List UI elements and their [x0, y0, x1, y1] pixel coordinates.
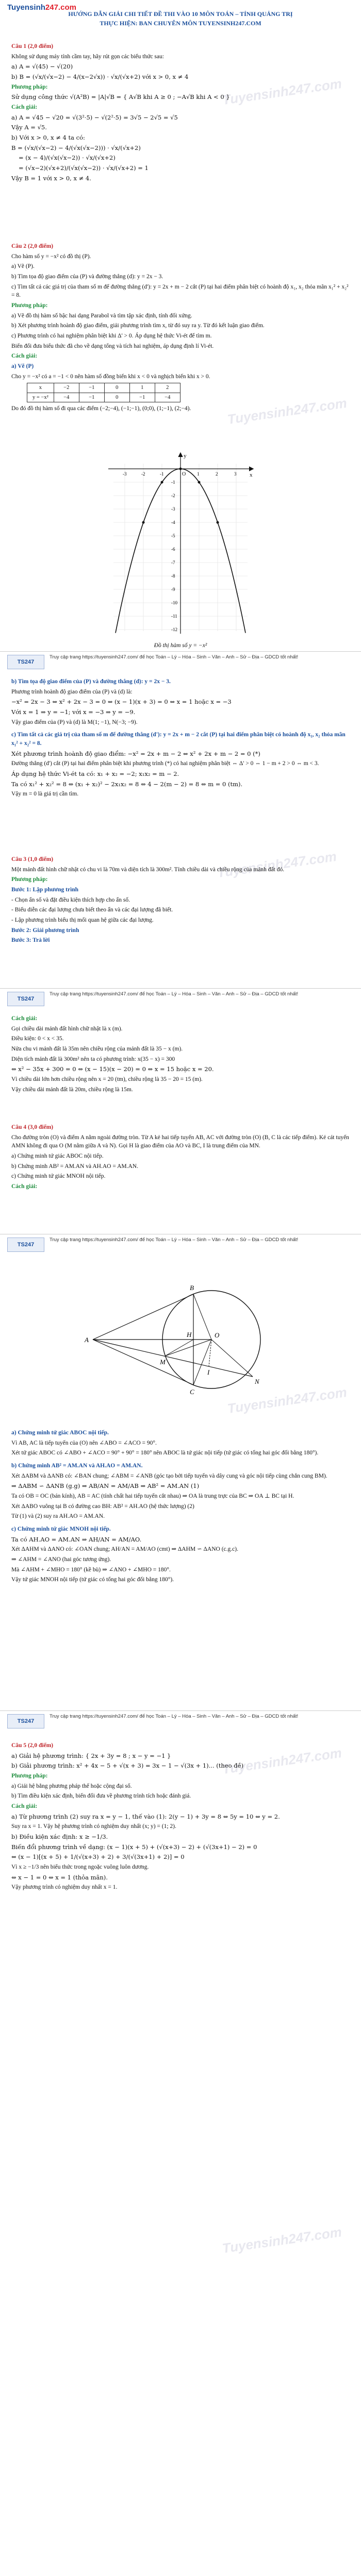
- segment-oi: [209, 1340, 211, 1366]
- sol-line: Vậy chiều dài mảnh đất là 20m, chiều rộng là 15m.: [11, 1086, 133, 1093]
- question-intro: Cho đường tròn (O) và điểm A nằm ngoài đường tròn. Từ A kẻ hai tiếp tuyến AB, AC với đường tròn (O) (B, C là các tiếp điểm). Kẻ cát tuyến AMN không đi qua O (M nằm giữa A và N). Gọi H là giao điểm của AO và BC, I là trung điểm của MN.: [11, 1134, 349, 1149]
- sol-line: b) Điều kiện xác định: x ≥ −1/3.: [11, 1833, 108, 1841]
- part-b: b) Chứng minh AB² = AM.AN và AH.AO = AM.AN.: [11, 1163, 138, 1170]
- method-text: b) Xét phương trình hoành độ giao điểm, giải phương trình tìm x, từ đó suy ra y. Từ đó kết luận giao điểm.: [11, 323, 265, 329]
- sol-line: a) Từ phương trình (2) suy ra x = y − 1, thế vào (1): 2(y − 1) + 3y = 8 ⇔ 5y = 10 ⇔ y = 2.: [11, 1812, 280, 1820]
- y-tick-label: -1: [171, 480, 175, 485]
- x-tick-label: 1: [197, 471, 200, 477]
- document-title: [0, 9, 361, 28]
- x-tick-label: -2: [141, 471, 145, 477]
- watermark: Tuyensinh247.com: [226, 1384, 348, 1417]
- plot-point: [142, 521, 145, 524]
- method-text: - Lập phương trình biểu thị mối quan hệ giữa các đại lượng.: [11, 917, 154, 924]
- label-h: H: [187, 1331, 192, 1338]
- solution-label: Cách giải:: [11, 353, 38, 360]
- x-axis-label: x: [250, 472, 253, 478]
- x-tick-label: -3: [123, 471, 127, 477]
- table-cell: 0: [104, 383, 129, 393]
- method-label: Phương pháp:: [11, 302, 48, 309]
- x-tick-label: 2: [216, 471, 218, 477]
- sol-line: ⇔ x² − 35x + 300 = 0 ⇔ (x − 15)(x − 20) = 0 ⇔ x = 15 hoặc x = 20.: [11, 1065, 214, 1073]
- sol-heading: a) Chứng minh tứ giác ABOC nội tiếp.: [11, 1430, 109, 1436]
- method-text: b) Tìm điều kiện xác định, biến đổi đưa về phương trình tích hoặc đánh giá.: [11, 1793, 191, 1800]
- method-text: Bước 2: Giải phương trình: [11, 927, 79, 934]
- y-tick-label: -6: [171, 547, 175, 552]
- sol-line: Áp dụng hệ thức Vi-ét ta có: x₁ + x₂ = −2; x₁x₂ = m − 2.: [11, 770, 179, 778]
- question-4-solution: [11, 1427, 350, 1586]
- y-tick-label: -3: [171, 506, 175, 512]
- question-heading: Câu 4 (3,0 điểm): [11, 1124, 54, 1130]
- solution-label: Cách giải:: [11, 1015, 38, 1022]
- table-cell: y = −x²: [27, 393, 54, 402]
- watermark: Tuyensinh247.com: [221, 1744, 343, 1777]
- banner-logo: TS247: [7, 1714, 44, 1728]
- table-row: [27, 393, 180, 402]
- part-b: b) Giải phương trình: x² + 4x − 5 + √(x + 3) = 3x − 1 − √(3x + 1)... (theo đề): [11, 1762, 244, 1770]
- label-b: B: [190, 1284, 194, 1292]
- table-cell: 0: [104, 393, 129, 402]
- sol-line: Vậy m = 0 là giá trị cần tìm.: [11, 791, 79, 798]
- sol-line: Phương trình hoành độ giao điểm của (P) và (d) là:: [11, 688, 133, 695]
- sol-line: −x² = 2x − 3 ⇔ x² + 2x − 3 = 0 ⇔ (x − 1)(x + 3) = 0 ⇔ x = 1 hoặc x = −3: [11, 698, 232, 706]
- question-heading: Câu 2 (2,0 điểm): [11, 243, 54, 249]
- method-text: - Chọn ẩn số và đặt điều kiện thích hợp cho ẩn số.: [11, 896, 130, 903]
- geometry-figure: [77, 1262, 284, 1417]
- method-text: Sử dụng công thức √(A²B) = |A|√B = { A√B khi A ≥ 0 ; −A√B khi A < 0 }: [11, 93, 230, 101]
- y-tick-label: -2: [171, 493, 175, 498]
- sol-line: Vậy tứ giác MNOH nội tiếp (tứ giác có tổng hai góc đối bằng 180°).: [11, 1577, 174, 1583]
- y-tick-label: -5: [171, 533, 175, 538]
- question-heading: Câu 1 (2,0 điểm): [11, 43, 54, 49]
- y-tick-label: -11: [171, 614, 177, 619]
- sol-line: Vậy phương trình có nghiệm duy nhất x = 1.: [11, 1884, 118, 1891]
- method-label: Phương pháp:: [11, 1773, 48, 1780]
- value-table: [27, 383, 180, 402]
- question-5: [11, 1741, 350, 1893]
- y-axis-label: y: [184, 453, 187, 459]
- method-text: Bước 3: Trả lời: [11, 937, 50, 944]
- label-c: C: [190, 1388, 194, 1396]
- watermark: Tuyensinh247.com: [221, 75, 343, 108]
- question-2: [11, 242, 350, 415]
- sol-line: Vì x ≥ −1/3 nên biểu thức trong ngoặc vuông luôn dương.: [11, 1864, 149, 1871]
- banner-text[interactable]: Truy cập trang https://tuyensinh247.com/ để học Toán – Lý – Hóa – Sinh – Văn – Anh – Sử – Địa – GDCD tốt nhất!: [50, 991, 299, 997]
- ad-banner[interactable]: [0, 1234, 361, 1254]
- question-4: [11, 1123, 350, 1193]
- label-a: A: [85, 1336, 89, 1344]
- sol-line: ⇒ ΔABM ∽ ΔANB (g.g) ⇒ AB/AN = AM/AB ⇒ AB² = AM.AN (1): [11, 1482, 200, 1490]
- expr-a: A = √(45) − √(20): [19, 63, 73, 71]
- y-tick-label: -12: [171, 627, 177, 632]
- sol-line: Gọi chiều dài mảnh đất hình chữ nhật là x (m).: [11, 1025, 123, 1032]
- part-c: c) Chứng minh tứ giác MNOH nội tiếp.: [11, 1173, 106, 1180]
- plot-point: [217, 521, 219, 524]
- tangent-ac: [93, 1340, 193, 1385]
- watermark: Tuyensinh247.com: [226, 395, 348, 428]
- banner-logo: TS247: [7, 1238, 44, 1252]
- method-text: a) Giải hệ bằng phương pháp thế hoặc cộng đại số.: [11, 1783, 132, 1789]
- table-cell: −1: [129, 393, 155, 402]
- ad-banner[interactable]: [0, 1710, 361, 1731]
- label-m: M: [160, 1358, 166, 1366]
- banner-logo: TS247: [7, 655, 44, 669]
- watermark: Tuyensinh247.com: [216, 848, 338, 881]
- sol-heading: b) Chứng minh AB² = AM.AN và AH.AO = AM.AN.: [11, 1463, 143, 1469]
- table-cell: 2: [155, 383, 180, 393]
- method-label: Phương pháp:: [11, 83, 48, 90]
- table-cell: −4: [54, 393, 79, 402]
- sol-line: Xét tứ giác ABOC có ∠ABO + ∠ACO = 90° + 90° = 180° nên ABOC là tứ giác nội tiếp (tứ giác có tổng hai góc đối bằng 180°).: [11, 1450, 319, 1456]
- table-cell: −2: [54, 383, 79, 393]
- question-2-cont: [11, 676, 350, 800]
- label-o: O: [215, 1331, 220, 1339]
- banner-text[interactable]: Truy cập trang https://tuyensinh247.com/ để học Toán – Lý – Hóa – Sinh – Văn – Anh – Sử – Địa – GDCD tốt nhất!: [50, 1237, 299, 1243]
- question-heading: Câu 3 (1,0 điểm): [11, 856, 54, 862]
- table-cell: −1: [79, 393, 104, 402]
- part-c: c) Tìm tất cả các giá trị của tham số m để đường thẳng (d'): y = 2x + m − 2 cắt (P) tại hai điểm phân biệt có hoành độ x₁, x₂ thỏa mãn x₁² + x₂² = 8.: [11, 283, 349, 299]
- sol-line: Biến đổi phương trình về dạng: (x − 1)(x + 5) + (√(x+3) − 2) + (√(3x+1) − 2) = 0: [11, 1843, 257, 1851]
- part-a: a) Giải hệ phương trình: { 2x + 3y = 8 ; x − y = −1 }: [11, 1752, 171, 1759]
- table-cell: −4: [155, 393, 180, 402]
- solution-label: Cách giải:: [11, 1183, 38, 1190]
- plot-point: [161, 481, 163, 484]
- banner-text[interactable]: Truy cập trang https://tuyensinh247.com/ để học Toán – Lý – Hóa – Sinh – Văn – Anh – Sử – Địa – GDCD tốt nhất!: [50, 654, 299, 660]
- sol-line: Điều kiện: 0 < x < 35.: [11, 1036, 64, 1042]
- plot-point: [179, 468, 182, 470]
- plot-point: [198, 481, 201, 484]
- sol-line: ⇔ x − 1 = 0 ⇔ x = 1 (thỏa mãn).: [11, 1873, 108, 1881]
- part-a: a) Vẽ (P).: [11, 263, 35, 270]
- page-header: [0, 0, 361, 41]
- sol-line: Cho y = −x² có a = −1 < 0 nên hàm số đồng biến khi x < 0 và nghịch biến khi x > 0.: [11, 373, 210, 380]
- sol-line: = (x − 4)/(√x(√x−2)) · √x/(√x+2): [19, 154, 116, 162]
- part-b: b) Tìm tọa độ giao điểm của (P) và đường thẳng (d): y = 2x − 3.: [11, 274, 163, 280]
- sol-line: Xét phương trình hoành độ giao điểm: −x² = 2x + m − 2 ⇔ x² + 2x + m − 2 = 0 (*): [11, 750, 260, 757]
- table-cell: −1: [79, 383, 104, 393]
- method-text: - Biểu diễn các đại lượng chưa biết theo ẩn và các đại lượng đã biết.: [11, 907, 173, 913]
- sol-line: = (√x−2)(√x+2)/(√x(√x−2)) · √x/(√x+2) = 1: [19, 164, 149, 172]
- sol-line: Vậy A = √5.: [11, 124, 47, 131]
- sol-line: ⇒ ∠AHM = ∠ANO (hai góc tương ứng).: [11, 1556, 111, 1563]
- parabola-graph: [103, 448, 258, 639]
- sol-line: Đường thẳng (d') cắt (P) tại hai điểm phân biệt khi phương trình (*) có hai nghiệm phân biệt ⇔ Δ' > 0 ⇔ 1 − m + 2 > 0 ⇔ m < 3.: [11, 760, 319, 767]
- sol-line: B = (√x/(√x−2) − 4/(√x(√x−2))) · √x/(√x+2): [11, 144, 141, 151]
- secant-amn: [93, 1340, 253, 1377]
- question-intro: Một mảnh đất hình chữ nhật có chu vi là 70m và diện tích là 300m². Tính chiều dài và chiều rộng của mảnh đất đó.: [11, 866, 285, 873]
- part-a: a) Chứng minh tứ giác ABOC nội tiếp.: [11, 1153, 104, 1160]
- sol-line: Suy ra x = 1. Vậy hệ phương trình có nghiệm duy nhất (x; y) = (1; 2).: [11, 1823, 176, 1830]
- title-line-2: THỰC HIỆN: BAN CHUYÊN MÔN TUYENSINH247.COM: [100, 20, 261, 27]
- method-text: Biến đổi đưa biểu thức đã cho về dạng tổng và tích hai nghiệm, áp dụng định lí Vi-ét.: [11, 343, 214, 349]
- sol-line: Vậy giao điểm của (P) và (d) là M(1; −1), N(−3; −9).: [11, 719, 138, 725]
- origin-label: O: [182, 471, 186, 477]
- solution-label: Cách giải:: [11, 1803, 38, 1810]
- sol-line: Từ (1) và (2) suy ra AH.AO = AM.AN.: [11, 1513, 105, 1520]
- title-line-1: HƯỚNG DẪN GIẢI CHI TIẾT ĐỀ THI VÀO 10 MÔN TOÁN – TỈNH QUẢNG TRỊ: [68, 10, 293, 18]
- ad-banner[interactable]: [0, 988, 361, 1008]
- sol-line: Ta có OB = OC (bán kính), AB = AC (tính chất hai tiếp tuyến cắt nhau) ⇒ OA là trung trực của BC ⇒ OA ⊥ BC tại H.: [11, 1493, 294, 1500]
- segment-om: [165, 1340, 211, 1356]
- tangent-ab: [93, 1294, 193, 1340]
- y-tick-label: -4: [171, 520, 175, 525]
- segment-ob: [193, 1294, 211, 1340]
- solution-label: Cách giải:: [11, 104, 38, 111]
- sol-heading: a) Vẽ (P): [11, 363, 34, 370]
- sol-line: Vậy B = 1 với x > 0, x ≠ 4.: [11, 174, 91, 182]
- sol-heading: c) Chứng minh tứ giác MNOH nội tiếp.: [11, 1526, 111, 1533]
- sol-line: ⇔ (x − 1)[(x + 5) + 1/(√(x+3) + 2) + 3/(√(3x+1) + 2)] = 0: [11, 1853, 185, 1861]
- part-b: b) B = (√x/(√x−2) − 4/(x−2√x)) · √x/(√x+2) với x > 0, x ≠ 4: [11, 73, 189, 81]
- ad-banner[interactable]: [0, 651, 361, 671]
- question-1: [11, 42, 350, 184]
- sol-line: Xét ΔABO vuông tại B có đường cao BH: AB² = AH.AO (hệ thức lượng) (2): [11, 1503, 194, 1510]
- banner-text[interactable]: Truy cập trang https://tuyensinh247.com/ để học Toán – Lý – Hóa – Sinh – Văn – Anh – Sử – Địa – GDCD tốt nhất!: [50, 1714, 299, 1719]
- graph-caption-block: [11, 640, 350, 652]
- method-label: Phương pháp:: [11, 876, 48, 883]
- sol-line: Mà ∠AHM + ∠MHO = 180° (kề bù) ⇒ ∠ANO + ∠MHO = 180°.: [11, 1566, 171, 1573]
- segment-on: [211, 1340, 253, 1377]
- label-i: I: [207, 1368, 210, 1376]
- sol-line: Ta có AH.AO = AM.AN ⇒ AH/AN = AM/AO.: [11, 1535, 142, 1543]
- method-text: Bước 1: Lập phương trình: [11, 887, 79, 893]
- sol-line: Ta có x₁² + x₂² = 8 ⇔ (x₁ + x₂)² − 2x₁x₂ = 8 ⇔ 4 − 2(m − 2) = 8 ⇔ m = 0 (tm).: [11, 780, 243, 788]
- segment-oc: [193, 1340, 211, 1385]
- question-intro: Cho hàm số y = −x² có đồ thị (P).: [11, 253, 91, 260]
- sol-line: a) A = √45 − √20 = √(3²·5) − √(2²·5) = 3√5 − 2√5 = √5: [11, 113, 178, 121]
- logo-accent: 247.com: [45, 3, 76, 12]
- x-tick-label: 3: [234, 471, 237, 477]
- sol-line: Xét ΔAHM và ΔANO có: ∠OAN chung; AH/AN = AM/AO (cmt) ⇒ ΔAHM ∽ ΔANO (c.g.c).: [11, 1546, 238, 1553]
- x-tick-label: -1: [160, 471, 164, 477]
- sol-line: Diện tích mảnh đất là 300m² nên ta có phương trình: x(35 − x) = 300: [11, 1056, 175, 1062]
- table-row: [27, 383, 180, 393]
- y-tick-label: -9: [171, 587, 175, 592]
- y-tick-label: -10: [171, 600, 177, 605]
- question-3-solution: [11, 1013, 350, 1095]
- expr-b: B = (√x/(√x−2) − 4/(x−2√x)) · √x/(√x+2) với x > 0, x ≠ 4: [19, 73, 189, 81]
- y-tick-label: -8: [171, 573, 175, 579]
- sol-line: Xét ΔABM và ΔANB có: ∠BAN chung; ∠ABM = ∠ANB (góc tạo bởi tiếp tuyến và dây cung và góc nội tiếp cùng chắn cung BM).: [11, 1472, 327, 1479]
- question-3: [11, 855, 350, 946]
- y-tick-label: -7: [171, 560, 175, 565]
- label-n: N: [255, 1378, 259, 1385]
- sol-line: Vì chiều dài lớn hơn chiều rộng nên x = 20 (tm), chiều rộng là 35 − 20 = 15 (m).: [11, 1076, 203, 1083]
- sol-line: Với x = 1 ⇒ y = −1; với x = −3 ⇒ y = −9.: [11, 708, 136, 716]
- sol-line: b) Với x > 0, x ≠ 4 ta có:: [11, 134, 85, 142]
- question-heading: Câu 5 (2,0 điểm): [11, 1742, 54, 1749]
- sol-line: Nửa chu vi mảnh đất là 35m nên chiều rộng của mảnh đất là 35 − x (m).: [11, 1046, 183, 1053]
- segment-hm: [165, 1340, 193, 1356]
- table-cell: x: [27, 383, 54, 393]
- logo-main: Tuyensinh: [7, 3, 45, 12]
- sol-heading: c) Tìm tất cả các giá trị của tham số m để đường thẳng (d'): y = 2x + m − 2 cắt (P) tại hai điểm phân biệt có hoành độ x₁, x₂ thỏa mãn x₁² + x₂² = 8.: [11, 732, 346, 747]
- method-text: a) Vẽ đồ thị hàm số bậc hai dạng Parabol và tìm tập xác định, tính đối xứng.: [11, 312, 192, 319]
- graph-caption: Đồ thị hàm số y = −x²: [154, 642, 207, 649]
- sol-line: Do đó đồ thị hàm số đi qua các điểm (−2;−4), (−1;−1), (0;0), (1;−1), (2;−4).: [11, 405, 191, 412]
- sol-line: Vì AB, AC là tiếp tuyến của (O) nên ∠ABO = ∠ACO = 90°.: [11, 1439, 157, 1446]
- banner-logo: TS247: [7, 992, 44, 1006]
- part-a: a) A = √(45) − √(20): [11, 63, 73, 71]
- table-cell: 1: [129, 383, 155, 393]
- method-text: c) Phương trình có hai nghiệm phân biệt khi Δ' > 0. Áp dụng hệ thức Vi-ét để tìm m.: [11, 333, 212, 340]
- watermark: Tuyensinh247.com: [221, 2224, 343, 2257]
- sol-heading: b) Tìm tọa độ giao điểm của (P) và đường thẳng (d): y = 2x − 3.: [11, 679, 171, 685]
- question-intro: Không sử dụng máy tính cầm tay, hãy rút gọn các biểu thức sau:: [11, 53, 164, 60]
